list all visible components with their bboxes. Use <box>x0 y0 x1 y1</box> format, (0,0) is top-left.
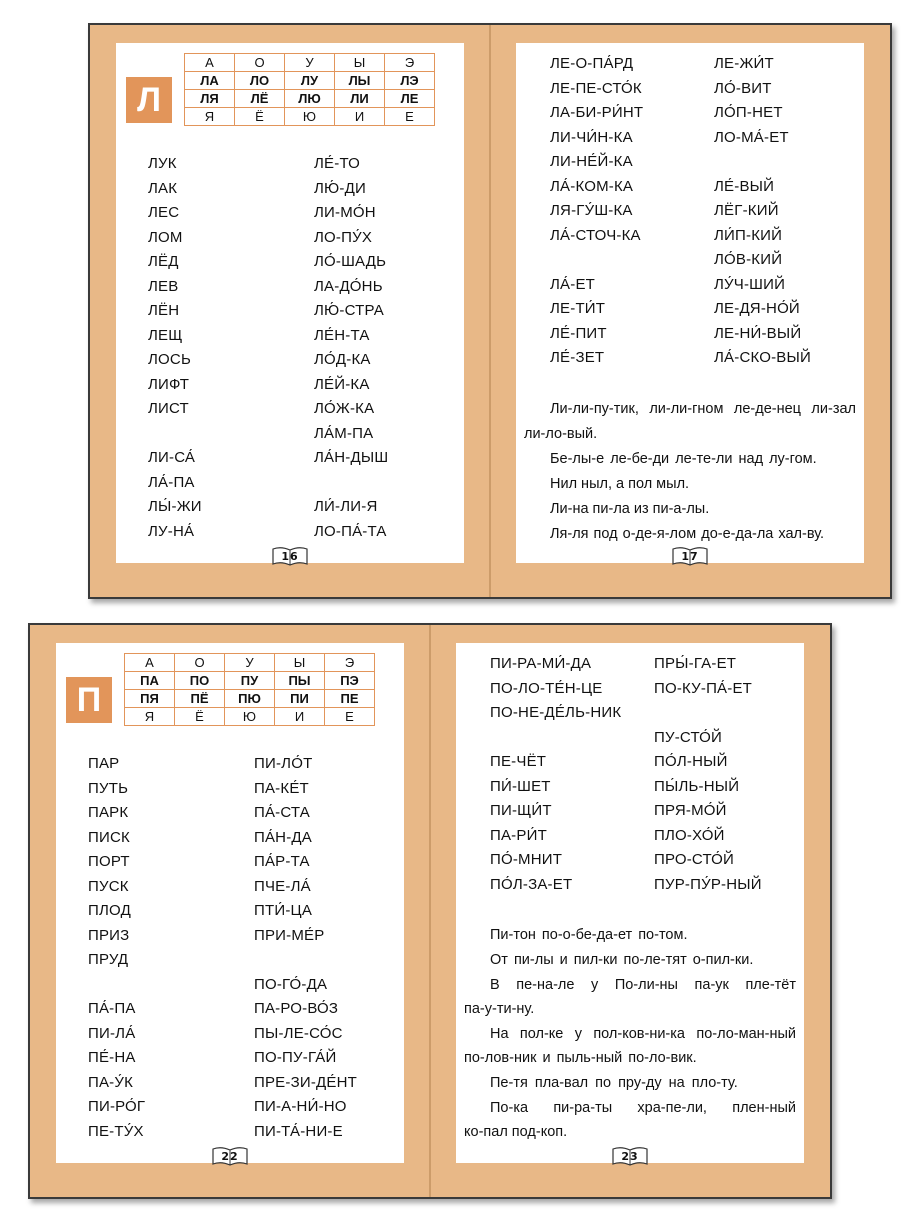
word-item: ЛА́-КОМ-КА <box>550 177 634 195</box>
word-item: ПРУД <box>88 951 129 968</box>
page-16 <box>116 43 464 563</box>
word-item: ПАРК <box>88 804 129 821</box>
word-item: ЛО́В-КИЙ <box>714 251 783 268</box>
word-item: ЛО́П-НЕТ <box>714 104 783 121</box>
word-item: ЛЕ-ПЕ-СТО́К <box>550 79 642 97</box>
word-item: ЛЮ́-СТРА <box>314 302 384 319</box>
word-item: ПЫ-ЛЕ-СО́С <box>254 1024 343 1042</box>
word-item: ПЛОД <box>88 902 131 919</box>
word-item: ПРЯ-МО́Й <box>654 802 727 819</box>
word-item: ЛЁГ-КИЙ <box>714 202 779 219</box>
page-number: 16 <box>272 546 308 566</box>
word-item: ЛЕ-НИ́-ВЫЙ <box>714 324 802 342</box>
word-item: ПО-ГО́-ДА <box>254 975 328 993</box>
word-item: ПИ-А-НИ́-НО <box>254 1098 347 1115</box>
word-item: ПЕ́-НА <box>88 1049 136 1066</box>
word-item: ЛА́-ПА <box>148 473 195 491</box>
word-item: ПА-У́К <box>88 1073 134 1091</box>
word-item: ЛЕ́-ВЫЙ <box>714 177 775 195</box>
word-item: ПРИ-МЕ́Р <box>254 926 325 944</box>
word-item: ПИ-ЛО́Т <box>254 755 313 772</box>
word-item: ЛАК <box>148 179 178 197</box>
word-item: ПА-РИ́Т <box>490 826 547 844</box>
word-item: ЛЕС <box>148 204 180 221</box>
word-item: ЛУК <box>148 155 177 172</box>
word-item: ПЛО-ХО́Й <box>654 826 725 844</box>
word-item: ЛЕЩ <box>148 326 183 344</box>
word-item: ПИ́-ШЕТ <box>490 777 551 795</box>
word-item: ЛИСТ <box>148 400 189 417</box>
word-item: ПУТЬ <box>88 779 129 797</box>
page-17 <box>516 43 864 563</box>
word-item: ЛИФТ <box>148 375 190 393</box>
word-item: ЛА́Н-ДЫШ <box>314 449 389 466</box>
word-item: ПО-НЕ-ДЕ́ЛЬ-НИК <box>490 704 622 721</box>
word-item: ЛО́Д-КА <box>314 351 371 368</box>
text-line: Нил ныл, а пол мыл. <box>550 476 690 492</box>
word-item: ЛА-БИ-РИ́НТ <box>550 104 644 121</box>
text-line: Ли-на пи-ла из пи-а-лы. <box>550 501 710 517</box>
word-item: ЛА́-ЕТ <box>550 275 596 293</box>
word-item: ЛЁД <box>148 253 179 270</box>
word-item: ПО-ПУ-ГА́Й <box>254 1049 337 1066</box>
word-item: ПРЕ-ЗИ-ДЕ́НТ <box>254 1073 357 1091</box>
word-item: ПО́-МНИТ <box>490 851 563 868</box>
word-item: ЛО́-ШАДЬ <box>314 253 387 270</box>
word-item: ПИСК <box>88 828 130 846</box>
word-item: ЛО-ПА́-ТА <box>314 522 387 540</box>
word-item: ПУСК <box>88 877 129 895</box>
text-line: Бе-лы-е ле-бе-ди ле-те-ли над лу-гом. <box>550 451 817 467</box>
word-item: ЛА́-СТОЧ-КА <box>550 226 641 244</box>
letter-badge: П <box>66 677 112 723</box>
word-item: ЛЕ-О-ПА́РД <box>550 55 634 72</box>
word-item: ЛА́М-ПА <box>314 424 374 442</box>
page-number: 22 <box>212 1146 248 1166</box>
word-item: ЛЕ́-ПИТ <box>550 324 607 342</box>
word-item: ПО́Л-НЫЙ <box>654 753 728 770</box>
syllable-table: А О У Ы Э ПА ПО ПУ ПЫ ПЭ ПЯ ПЁ ПЮ ПИ ПЕ Я Ё Ю И Е <box>124 653 375 726</box>
word-item: ЛЕВ <box>148 277 179 295</box>
text-line: Пе-тя пла-вал по пру-ду на пло-ту. <box>490 1075 738 1091</box>
page-number: 23 <box>612 1146 648 1166</box>
book-spread-2 <box>28 623 832 1199</box>
text-line: Ли-ли-пу-тик, ли-ли-гном ле-де-нец ли-зал <box>550 401 856 417</box>
word-item: ЛЕ-ДЯ-НО́Й <box>714 300 800 317</box>
text-line: по-лов-ник и пыль-ный по-ло-вик. <box>464 1050 697 1066</box>
word-item: ПИ-ЩИ́Т <box>490 802 552 819</box>
word-item: ПА-КЕ́Т <box>254 779 309 797</box>
word-item: ПА́-ПА <box>88 1000 136 1017</box>
word-item: ЛУ-НА́ <box>148 522 195 540</box>
word-item: ПЕ-ЧЁТ <box>490 753 547 770</box>
word-item: ПРЫ́-ГА-ЕТ <box>654 655 737 672</box>
word-item: ПУ-СТО́Й <box>654 728 722 746</box>
word-item: ПА́Р-ТА <box>254 853 310 870</box>
word-item: ПИ-РО́Г <box>88 1098 146 1115</box>
word-item: ПО-КУ-ПА́-ЕТ <box>654 679 753 697</box>
word-item: ЛИ-МО́Н <box>314 204 376 221</box>
word-item: ЛОМ <box>148 228 183 246</box>
word-item: ПОРТ <box>88 853 130 870</box>
page-22 <box>56 643 404 1163</box>
word-item: ЛОСЬ <box>148 351 191 368</box>
word-item: ЛИ-НЕ́Й-КА <box>550 153 633 170</box>
word-item: ЛО-ПУ́Х <box>314 228 373 246</box>
text-line: Пи-тон по-о-бе-да-ет по-том. <box>490 927 688 943</box>
text-line: На пол-ке у пол-ков-ни-ка по-ло-ман-ный <box>490 1026 796 1042</box>
word-item: ПРИЗ <box>88 926 130 944</box>
word-item: ЛЕ́-ТО <box>314 155 360 172</box>
text-line: ли-ло-вый. <box>524 426 598 442</box>
word-item: ПЫ́ЛЬ-НЫЙ <box>654 777 740 795</box>
word-item: ЛУ́Ч-ШИЙ <box>714 275 786 293</box>
word-item: ЛЕ́-ЗЕТ <box>550 349 605 366</box>
text-line: По-ка пи-ра-ты хра-пе-ли, плен-ный <box>490 1100 796 1116</box>
word-item: ЛЕ-ТИ́Т <box>550 300 606 317</box>
text-line: Ля-ля под о-де-я-лом до-е-да-ла хал-ву. <box>550 526 825 542</box>
text-line: па-у-ти-ну. <box>464 1001 535 1017</box>
word-item: ЛИ-ЧИ́Н-КА <box>550 128 633 146</box>
text-line: ко-пал под-коп. <box>464 1124 568 1140</box>
syllable-table: А О У Ы Э ЛА ЛО ЛУ ЛЫ ЛЭ ЛЯ ЛЁ ЛЮ ЛИ ЛЕ Я Ё Ю И Е <box>184 53 435 126</box>
word-item: ПА́-СТА <box>254 804 310 821</box>
word-item: ЛЕ-ЖИ́Т <box>714 55 774 72</box>
word-item: ЛИ́П-КИЙ <box>714 226 783 244</box>
word-item: ПЧЕ-ЛА́ <box>254 877 311 895</box>
word-item: ЛЮ́-ДИ <box>314 179 366 197</box>
word-item: ЛО-МА́-ЕТ <box>714 128 789 146</box>
word-item: ПИ-ТА́-НИ-Е <box>254 1122 343 1140</box>
word-item: ЛЁН <box>148 302 180 319</box>
word-item: ЛЕ́Й-КА <box>314 375 370 393</box>
word-item: ЛО́-ВИТ <box>714 79 772 97</box>
word-item: ЛА́-СКО-ВЫЙ <box>714 349 811 366</box>
word-item: ПРО-СТО́Й <box>654 851 734 868</box>
word-item: ЛЫ́-ЖИ <box>148 498 202 515</box>
text-line: В пе-на-ле у По-ли-ны па-ук пле-тёт <box>490 977 796 993</box>
word-item: ЛА-ДО́НЬ <box>314 277 383 295</box>
word-item: ПО-ЛО-ТЕ́Н-ЦЕ <box>490 679 603 697</box>
word-item: ПИ-РА-МИ́-ДА <box>490 655 592 672</box>
word-item: ЛИ́-ЛИ-Я <box>314 498 378 515</box>
page-number: 17 <box>672 546 708 566</box>
book-spread-1 <box>88 23 892 599</box>
word-item: ПО́Л-ЗА-ЕТ <box>490 875 573 893</box>
word-item: ПАР <box>88 755 120 772</box>
word-item: ЛЕ́Н-ТА <box>314 326 370 344</box>
word-item: ПА́Н-ДА <box>254 828 312 846</box>
word-item: ЛО́Ж-КА <box>314 400 375 417</box>
word-item: ЛИ-СА́ <box>148 449 196 466</box>
word-item: ПИ-ЛА́ <box>88 1024 136 1042</box>
word-item: ЛЯ-ГУ́Ш-КА <box>550 202 633 219</box>
word-item: ПТИ́-ЦА <box>254 902 313 919</box>
word-item: ПЕ-ТУ́Х <box>88 1122 144 1140</box>
text-line: От пи-лы и пил-ки по-ле-тят о-пил-ки. <box>490 952 754 968</box>
page-23 <box>456 643 804 1163</box>
letter-badge: Л <box>126 77 172 123</box>
word-item: ПА-РО-ВО́З <box>254 1000 339 1017</box>
word-item: ПУР-ПУ́Р-НЫЙ <box>654 875 762 893</box>
